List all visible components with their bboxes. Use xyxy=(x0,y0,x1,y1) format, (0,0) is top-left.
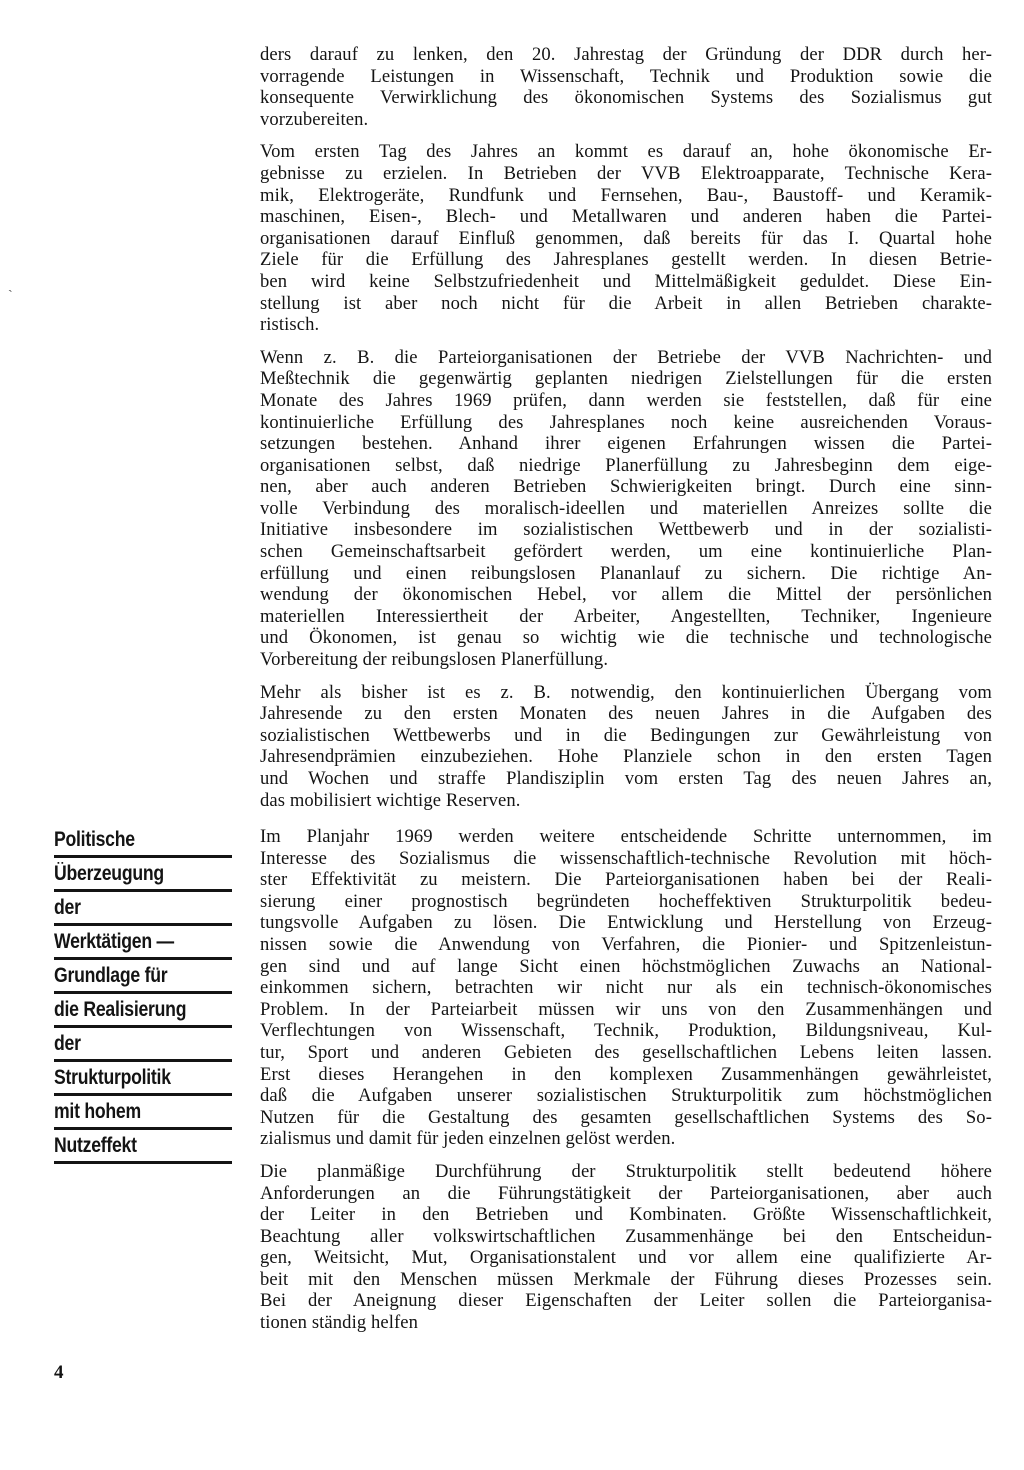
sidebar-heading-text: Nutzeffekt xyxy=(54,1134,137,1157)
top-text-column xyxy=(260,44,992,822)
sidebar-heading-text: Werktätigen — xyxy=(54,930,174,953)
sidebar-heading-text: die Realisierung xyxy=(54,998,187,1021)
top-paragraph-1 xyxy=(260,44,992,130)
sidebar-heading-text: mit hohem xyxy=(54,1100,141,1123)
text-line: setzungen bestehen. Anhand ihrer eigenen Erfahrungen wissen die Partei- xyxy=(260,433,992,455)
text-line: Anforderungen an die Führungstätigkeit der Parteiorganisationen, aber auch xyxy=(260,1182,992,1204)
text-line: Die planmäßige Durchführung der Strukturpolitik stellt bedeutend höhere xyxy=(260,1160,992,1182)
text-line: Ziele für die Erfüllung des Jahresplanes gestellt werden. In diesen Betrie- xyxy=(260,249,992,271)
sidebar-heading-text: Überzeugung xyxy=(54,862,164,885)
sidebar-heading-line xyxy=(54,962,232,996)
sidebar-heading-line xyxy=(54,996,232,1030)
text-line: und Wochen und straffe Plandisziplin vom ersten Tag des neuen Jahres an, xyxy=(260,768,992,789)
text-line: nissen sowie die Anwendung von Verfahren, die Pionier- und Spitzenleistun- xyxy=(260,933,992,955)
text-line: Jahresende zu den ersten Monaten des neuen Jahres in die Aufgaben des xyxy=(260,703,992,725)
text-line: vorragende Leistungen in Wissenschaft, Technik und Produktion sowie die xyxy=(260,65,992,87)
text-line: Problem. In der Parteiarbeit müssen wir uns von den Zusammenhängen und xyxy=(260,998,992,1020)
sidebar-underline xyxy=(54,1093,232,1096)
sidebar-underline xyxy=(54,1059,232,1062)
text-line: ristisch. xyxy=(260,314,320,336)
text-line: ster Effektivität zu meistern. Die Parteiorganisationen haben bei der Reali- xyxy=(260,869,992,891)
text-line: und Ökonomen, ist genau so wichtig wie die technische und technologische xyxy=(260,627,992,649)
sidebar-heading-line xyxy=(54,1098,232,1132)
text-line: zialismus und damit für jeden einzelnen gelöst werden. xyxy=(260,1128,676,1150)
sidebar-underline xyxy=(54,1127,232,1130)
sidebar-heading xyxy=(54,826,232,1166)
text-line: konsequente Verwirklichung des ökonomischen Systems des Sozialismus gut xyxy=(260,87,992,109)
text-line: daß die Aufgaben unserer sozialistischen Strukturpolitik zum höchstmöglichen xyxy=(260,1085,992,1107)
text-line: mik, Elektrogeräte, Rundfunk und Fernsehen, Bau-, Baustoff- und Keramik- xyxy=(260,184,992,206)
text-line: Monate des Jahres 1969 prüfen, dann werden sie feststellen, daß für eine xyxy=(260,389,992,411)
page-number: 4 xyxy=(54,1362,64,1383)
text-line: stellung ist aber noch nicht für die Arbeit in allen Betrieben charakte- xyxy=(260,292,992,314)
sidebar-underline xyxy=(54,923,232,926)
text-line: Bei der Aneignung dieser Eigenschaften der Leiter sollen die Parteiorganisa- xyxy=(260,1290,992,1312)
text-line: materiellen Interessiertheit der Arbeiter, Angestellten, Techniker, Ingenieure xyxy=(260,605,992,627)
text-line: Vom ersten Tag des Jahres an kommt es darauf an, hohe ökonomische Er- xyxy=(260,141,992,163)
sidebar-underline xyxy=(54,1161,232,1164)
text-line: volle Verbindung des moralisch-ideellen und materiellen Anreizes sollte die xyxy=(260,497,992,519)
text-line: Im Planjahr 1969 werden weitere entscheidende Schritte unternommen, im xyxy=(260,826,992,847)
sidebar-heading-text: Grundlage für xyxy=(54,964,168,987)
text-line: Verflechtungen von Wissenschaft, Technik, Produktion, Bildungsniveau, Kul- xyxy=(260,1020,992,1042)
text-line: kontinuierliche Erfüllung des Jahresplanes noch keine ausreichenden Voraus- xyxy=(260,411,992,433)
text-line: einkommen sichern, betrachten wir nicht nur als ein technisch-ökonomisches xyxy=(260,977,992,999)
text-line: nen, aber auch anderen Betrieben Schwierigkeiten bringt. Durch eine sinn- xyxy=(260,476,992,498)
text-line: tungsvolle Aufgaben zu lösen. Die Entwicklung und Herstellung von Erzeug- xyxy=(260,912,992,934)
margin-mark: ˏ xyxy=(8,278,13,293)
text-line: vorzubereiten. xyxy=(260,108,369,130)
text-line: tur, Sport und anderen Gebieten des gesellschaftlichen Lebens leiten lassen. xyxy=(260,1041,992,1063)
top-paragraph-4 xyxy=(260,682,992,812)
bottom-paragraph-1 xyxy=(260,826,992,1150)
text-line: ben wird keine Selbstzufriedenheit und Mittelmäßigkeit geduldet. Diese Ein- xyxy=(260,270,992,292)
text-line: sierung einer prognostisch begründeten hocheffektiven Strukturpolitik bedeu- xyxy=(260,890,992,912)
sidebar-underline xyxy=(54,957,232,960)
text-line: sozialistischen Wettbewerbs und in die Bedingungen zur Gewährleistung von xyxy=(260,724,992,746)
text-line: Wenn z. B. die Parteiorganisationen der Betriebe der VVB Nachrichten- und xyxy=(260,346,992,368)
sidebar-heading-line xyxy=(54,894,232,928)
text-line: Erst dieses Herangehen in den komplexen Zusammenhängen gewährleistet, xyxy=(260,1063,992,1085)
sidebar-underline xyxy=(54,855,232,858)
sidebar-heading-text: Politische xyxy=(54,828,135,851)
text-line: tionen ständig helfen xyxy=(260,1312,419,1334)
top-paragraph-3 xyxy=(260,347,992,671)
text-line: gen, Weitsicht, Mut, Organisationstalent und vor allem eine qualifizierte Ar- xyxy=(260,1247,992,1269)
text-line: Interesse des Sozialismus die wissenschaftlich-technische Revolution mit höch- xyxy=(260,847,992,869)
sidebar-heading-line xyxy=(54,1030,232,1064)
text-line: Vorbereitung der reibungslosen Planerfüllung. xyxy=(260,649,609,671)
text-line: gebnisse zu erzielen. In Betrieben der VVB Elektroapparate, Technische Kera- xyxy=(260,162,992,184)
text-line: maschinen, Eisen-, Blech- und Metallwaren und anderen haben die Partei- xyxy=(260,206,992,228)
text-line: Mehr als bisher ist es z. B. notwendig, den kontinuierlichen Übergang vom xyxy=(260,681,992,703)
sidebar-heading-line xyxy=(54,928,232,962)
sidebar-heading-text: Strukturpolitik xyxy=(54,1066,171,1089)
text-line: ders darauf zu lenken, den 20. Jahrestag der Gründung der DDR durch her- xyxy=(260,44,992,65)
text-line: erfüllung und einen reibungslosen Plananlauf zu sichern. Die richtige An- xyxy=(260,562,992,584)
text-line: beit mit den Menschen müssen Merkmale der Führung dieses Prozesses sein. xyxy=(260,1268,992,1290)
sidebar-underline xyxy=(54,1025,232,1028)
text-line: wendung der ökonomischen Hebel, vor allem die Mittel der persönlichen xyxy=(260,584,992,606)
text-line: das mobilisiert wichtige Reserven. xyxy=(260,789,521,811)
text-line: schen Gemeinschaftsarbeit gefördert werden, um eine kontinuierliche Plan- xyxy=(260,541,992,563)
sidebar-underline xyxy=(54,889,232,892)
sidebar-heading-line xyxy=(54,1064,232,1098)
text-line: Initiative insbesondere im sozialistischen Wettbewerb und in der sozialisti- xyxy=(260,519,992,541)
text-line: der Leiter in den Betrieben und Kombinaten. Größte Wissenschaftlichkeit, xyxy=(260,1204,992,1226)
top-paragraph-2 xyxy=(260,141,992,335)
text-line: organisationen selbst, daß niedrige Planerfüllung zu Jahresbeginn dem eige- xyxy=(260,454,992,476)
text-line: organisationen darauf Einfluß genommen, daß bereits für das I. Quartal hohe xyxy=(260,227,992,249)
text-line: Nutzen für die Gestaltung des gesamten gesellschaftlichen Systems des So- xyxy=(260,1106,992,1128)
sidebar-heading-text: der xyxy=(54,896,81,919)
bottom-paragraph-2 xyxy=(260,1161,992,1334)
text-line: gen sind und auf lange Sicht einen höchstmöglichen Zuwachs an National- xyxy=(260,955,992,977)
sidebar-heading-line xyxy=(54,826,232,860)
sidebar-heading-line xyxy=(54,860,232,894)
sidebar-heading-text: der xyxy=(54,1032,81,1055)
text-line: Jahresendprämien einzubeziehen. Hohe Planziele schon in den ersten Tagen xyxy=(260,746,992,768)
sidebar-heading-line xyxy=(54,1132,232,1166)
sidebar-underline xyxy=(54,991,232,994)
text-line: Meßtechnik die gegenwärtig geplanten niedrigen Zielstellungen für die ersten xyxy=(260,368,992,390)
bottom-text-column xyxy=(260,826,992,1345)
text-line: Beachtung aller volkswirtschaftlichen Zusammenhänge bei den Entscheidun- xyxy=(260,1225,992,1247)
